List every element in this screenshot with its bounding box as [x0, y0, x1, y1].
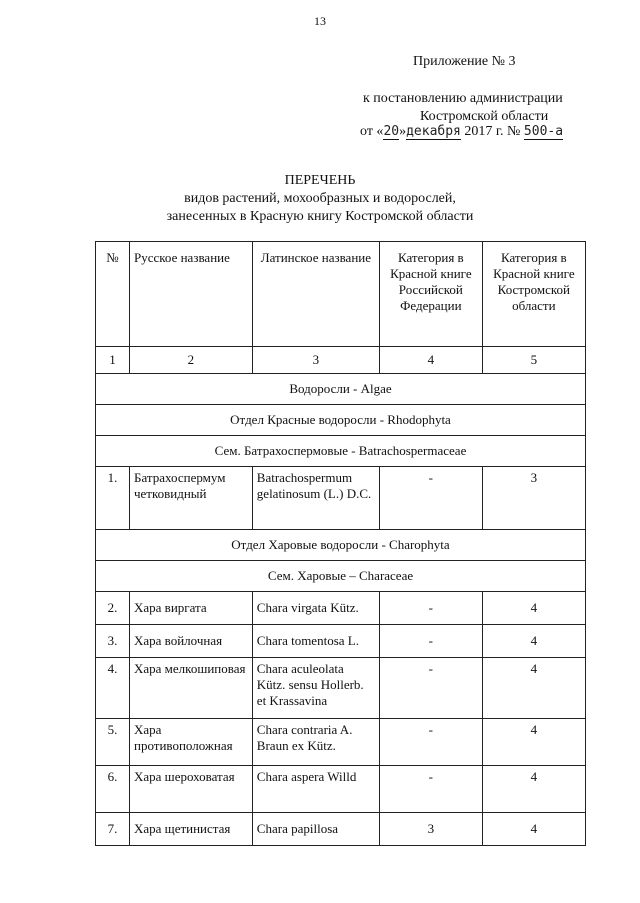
table-row	[96, 467, 586, 530]
latin-name: Chara tomentosa L.	[252, 625, 379, 658]
group-characeae: Сем. Харовые – Characeae	[96, 561, 586, 592]
table-row	[96, 719, 586, 766]
latin-name: Chara aculeolata Kütz. sensu Hollerb. et Krassavina	[252, 658, 379, 719]
colnum-1: 1	[96, 347, 130, 374]
category-rf: -	[380, 766, 483, 813]
group-row	[96, 530, 586, 561]
group-rhodophyta: Отдел Красные водоросли - Rhodophyta	[96, 405, 586, 436]
russian-name: Хара виргата	[130, 592, 253, 625]
group-algae: Водоросли - Algae	[96, 374, 586, 405]
group-row	[96, 561, 586, 592]
row-num: 2.	[96, 592, 130, 625]
date-month: декабря	[406, 124, 461, 139]
annex-title: Приложение № 3	[413, 54, 516, 69]
category-ko: 4	[482, 625, 585, 658]
group-row	[96, 405, 586, 436]
row-num: 7.	[96, 813, 130, 846]
row-num: 3.	[96, 625, 130, 658]
row-num: 1.	[96, 467, 130, 530]
title-line-2: видов растений, мохообразных и водорослей,	[184, 191, 456, 206]
group-charophyta: Отдел Харовые водоросли - Charophyta	[96, 530, 586, 561]
group-batrachospermaceae: Сем. Батрахоспермовые - Batrachospermaceae	[96, 436, 586, 467]
category-ko: 3	[482, 467, 585, 530]
category-rf: -	[380, 658, 483, 719]
species-table	[95, 241, 586, 846]
russian-name: Хара шероховатая	[130, 766, 253, 813]
category-ko: 4	[482, 658, 585, 719]
category-rf: -	[380, 592, 483, 625]
header-category-ko: Категория в Красной книге Костромской области	[482, 242, 585, 347]
colnum-5: 5	[482, 347, 585, 374]
header-num: №	[96, 242, 130, 347]
table-row	[96, 625, 586, 658]
decree-number: 500-а	[523, 124, 564, 139]
latin-name: Chara virgata Kütz.	[252, 592, 379, 625]
date-mid: »	[399, 124, 407, 139]
title-line-3: занесенных в Красную книгу Костромской области	[166, 209, 474, 224]
russian-name: Хара противоположная	[130, 719, 253, 766]
latin-name: Chara contraria A. Braun ex Kütz.	[252, 719, 379, 766]
table-row	[96, 766, 586, 813]
colnum-2: 2	[130, 347, 253, 374]
latin-name: Chara aspera Willd	[252, 766, 379, 813]
category-rf: -	[380, 467, 483, 530]
header-russian-name: Русское название	[130, 242, 253, 347]
colnum-3: 3	[252, 347, 379, 374]
date-day: 20	[383, 124, 400, 139]
date-year: 2017 г. №	[460, 124, 524, 139]
group-row	[96, 436, 586, 467]
table-header-row	[96, 242, 586, 347]
russian-name: Батрахоспермум четковидный	[130, 467, 253, 530]
category-ko: 4	[482, 719, 585, 766]
header-category-rf: Категория в Красной книге Российской Федерации	[380, 242, 483, 347]
category-rf: 3	[380, 813, 483, 846]
russian-name: Хара щетинистая	[130, 813, 253, 846]
table-row	[96, 658, 586, 719]
russian-name: Хара мелкошиповая	[130, 658, 253, 719]
row-num: 6.	[96, 766, 130, 813]
latin-name: Chara papillosa	[252, 813, 379, 846]
category-ko: 4	[482, 813, 585, 846]
column-numbers-row	[96, 347, 586, 374]
latin-name: Batrachospermum gelatinosum (L.) D.C.	[252, 467, 379, 530]
category-ko: 4	[482, 766, 585, 813]
russian-name: Хара войлочная	[130, 625, 253, 658]
row-num: 4.	[96, 658, 130, 719]
category-ko: 4	[482, 592, 585, 625]
page-number: 13	[314, 14, 326, 28]
document-title	[0, 172, 640, 226]
row-num: 5.	[96, 719, 130, 766]
category-rf: -	[380, 719, 483, 766]
date-prefix: от «	[360, 124, 384, 139]
category-rf: -	[380, 625, 483, 658]
annex-date-line	[360, 123, 563, 140]
table-row	[96, 592, 586, 625]
title-line-1: ПЕРЕЧЕНЬ	[284, 173, 356, 188]
annex-line-2: Костромской области	[420, 109, 549, 124]
header-latin-name: Латинское название	[252, 242, 379, 347]
colnum-4: 4	[380, 347, 483, 374]
annex-line-1: к постановлению администрации	[363, 91, 563, 106]
group-row	[96, 374, 586, 405]
table-row	[96, 813, 586, 846]
